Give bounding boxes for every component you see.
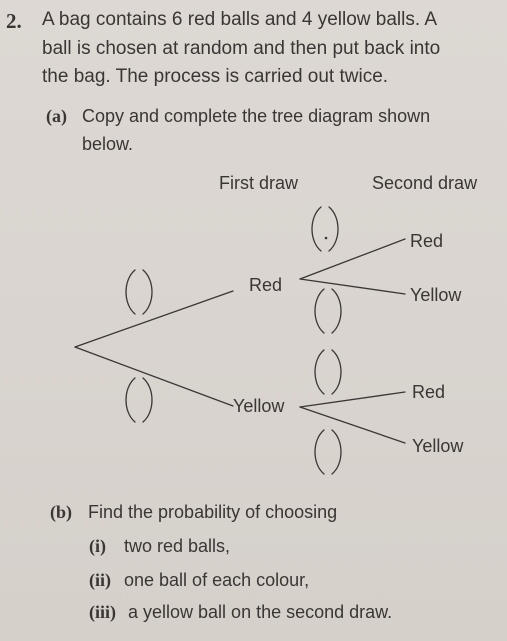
- blank-red-red: [312, 207, 338, 251]
- blank-yellow-red: [315, 350, 341, 394]
- first-branch-yellow-label: Yellow: [233, 396, 285, 416]
- branch-red-yellow: [300, 279, 405, 294]
- branch-yellow-yellow: [300, 407, 405, 443]
- blank-first-red: [126, 270, 152, 314]
- first-draw-header: First draw: [219, 173, 299, 193]
- branch-first-red: [75, 291, 233, 347]
- blank-first-yellow: [126, 378, 152, 422]
- second-branch-yellow-red-label: Red: [412, 382, 446, 402]
- question-number: 2.: [6, 9, 22, 33]
- second-branch-red-red-label: Red: [410, 231, 444, 251]
- part-b-item-i-label: (i): [89, 536, 106, 556]
- blank-yellow-yellow: [315, 430, 341, 474]
- part-b-item-iii-label: (iii): [89, 602, 116, 622]
- part-a-text-line-2: below.: [82, 134, 134, 154]
- part-a-label: (a): [46, 106, 67, 126]
- second-branch-red-yellow-label: Yellow: [410, 285, 462, 305]
- blank-dot-mark: [325, 237, 328, 240]
- part-a-text-line-1: Copy and complete the tree diagram shown: [82, 106, 431, 126]
- first-branch-red-label: Red: [249, 275, 283, 295]
- part-b-item-ii-label: (ii): [89, 570, 111, 590]
- question-stem-line-2: ball is chosen at random and then put back into: [42, 38, 441, 59]
- second-branch-yellow-yellow-label: Yellow: [412, 436, 464, 456]
- part-b-text: Find the probability of choosing: [88, 502, 338, 522]
- question-stem-line-3: the bag. The process is carried out twice.: [42, 66, 389, 87]
- second-draw-header: Second draw: [372, 173, 478, 193]
- question-stem-line-1: A bag contains 6 red balls and 4 yellow balls. A: [42, 9, 438, 30]
- branch-first-yellow: [75, 347, 233, 406]
- part-b-item-i-text: two red balls,: [124, 536, 231, 556]
- branch-yellow-red: [300, 392, 405, 407]
- blank-red-yellow: [315, 289, 341, 333]
- part-b-item-ii-text: one ball of each colour,: [124, 570, 310, 590]
- part-b-label: (b): [50, 502, 72, 522]
- part-b-item-iii-text: a yellow ball on the second draw.: [128, 602, 393, 622]
